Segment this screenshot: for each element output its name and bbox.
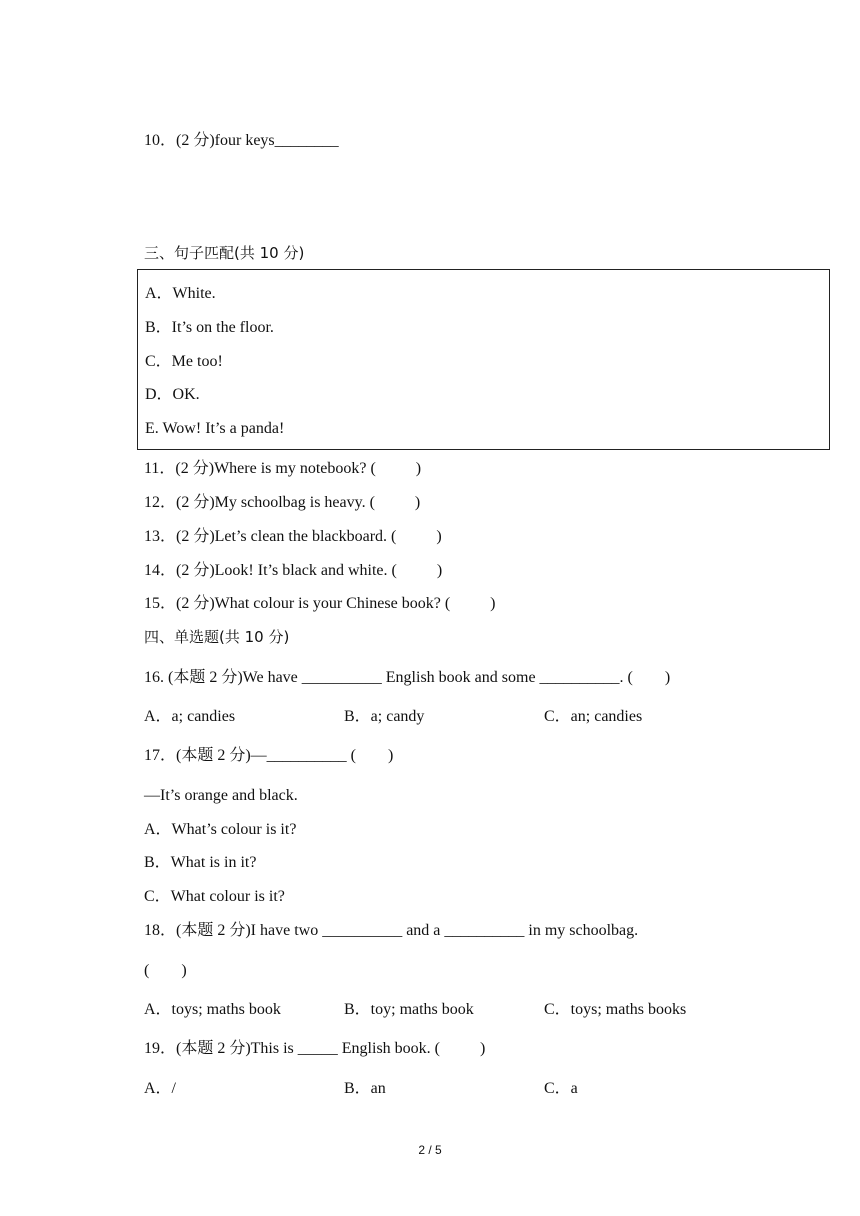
question-18-paren: ( ) xyxy=(144,962,187,979)
question-12: 12．(2 分)My schoolbag is heavy. ( ) xyxy=(144,494,421,511)
question-18-option-b: B．toy; maths book xyxy=(344,1001,474,1018)
question-16-option-a: A．a; candies xyxy=(144,708,236,725)
match-options-box xyxy=(137,269,830,450)
question-17-option-b: B．What is in it? xyxy=(144,854,257,871)
match-option-d: D．OK. xyxy=(145,386,200,403)
question-15: 15．(2 分)What colour is your Chinese book? ( ) xyxy=(144,595,496,612)
section-3-title: 三、句子匹配(共 10 分) xyxy=(144,244,305,262)
match-option-b: B．It’s on the floor. xyxy=(145,319,274,336)
page-number: 2 / 5 xyxy=(418,1143,442,1157)
question-19-option-c: C．a xyxy=(544,1080,578,1097)
question-10: 10．(2 分)four keys________ xyxy=(144,132,339,149)
question-18-option-a: A．toys; maths book xyxy=(144,1001,281,1018)
question-17-stem: 17．(本题 2 分)—__________ ( ) xyxy=(144,747,394,764)
question-19-stem: 19．(本题 2 分)This is _____ English book. ( ) xyxy=(144,1040,486,1057)
question-14: 14．(2 分)Look! It’s black and white. ( ) xyxy=(144,562,443,579)
question-17-option-a: A．What’s colour is it? xyxy=(144,821,297,838)
question-13: 13．(2 分)Let’s clean the blackboard. ( ) xyxy=(144,528,442,545)
question-17-dialog: —It’s orange and black. xyxy=(144,787,298,804)
question-16-option-c: C．an; candies xyxy=(544,708,643,725)
match-option-c: C．Me too! xyxy=(145,353,223,370)
match-option-e: E. Wow! It’s a panda! xyxy=(145,420,285,437)
question-11: 11．(2 分)Where is my notebook? ( ) xyxy=(144,460,422,477)
question-16-stem: 16. (本题 2 分)We have __________ English book and some __________. ( ) xyxy=(144,669,671,686)
question-18-stem: 18．(本题 2 分)I have two __________ and a __________ in my schoolbag. xyxy=(144,922,639,939)
question-16-option-b: B．a; candy xyxy=(344,708,425,725)
section-4-title: 四、单选题(共 10 分) xyxy=(144,628,290,646)
question-19-option-a: A．/ xyxy=(144,1080,177,1097)
question-19-option-b: B．an xyxy=(344,1080,386,1097)
question-17-option-c: C．What colour is it? xyxy=(144,888,285,905)
match-option-a: A．White. xyxy=(145,285,216,302)
question-18-option-c: C．toys; maths books xyxy=(544,1001,687,1018)
